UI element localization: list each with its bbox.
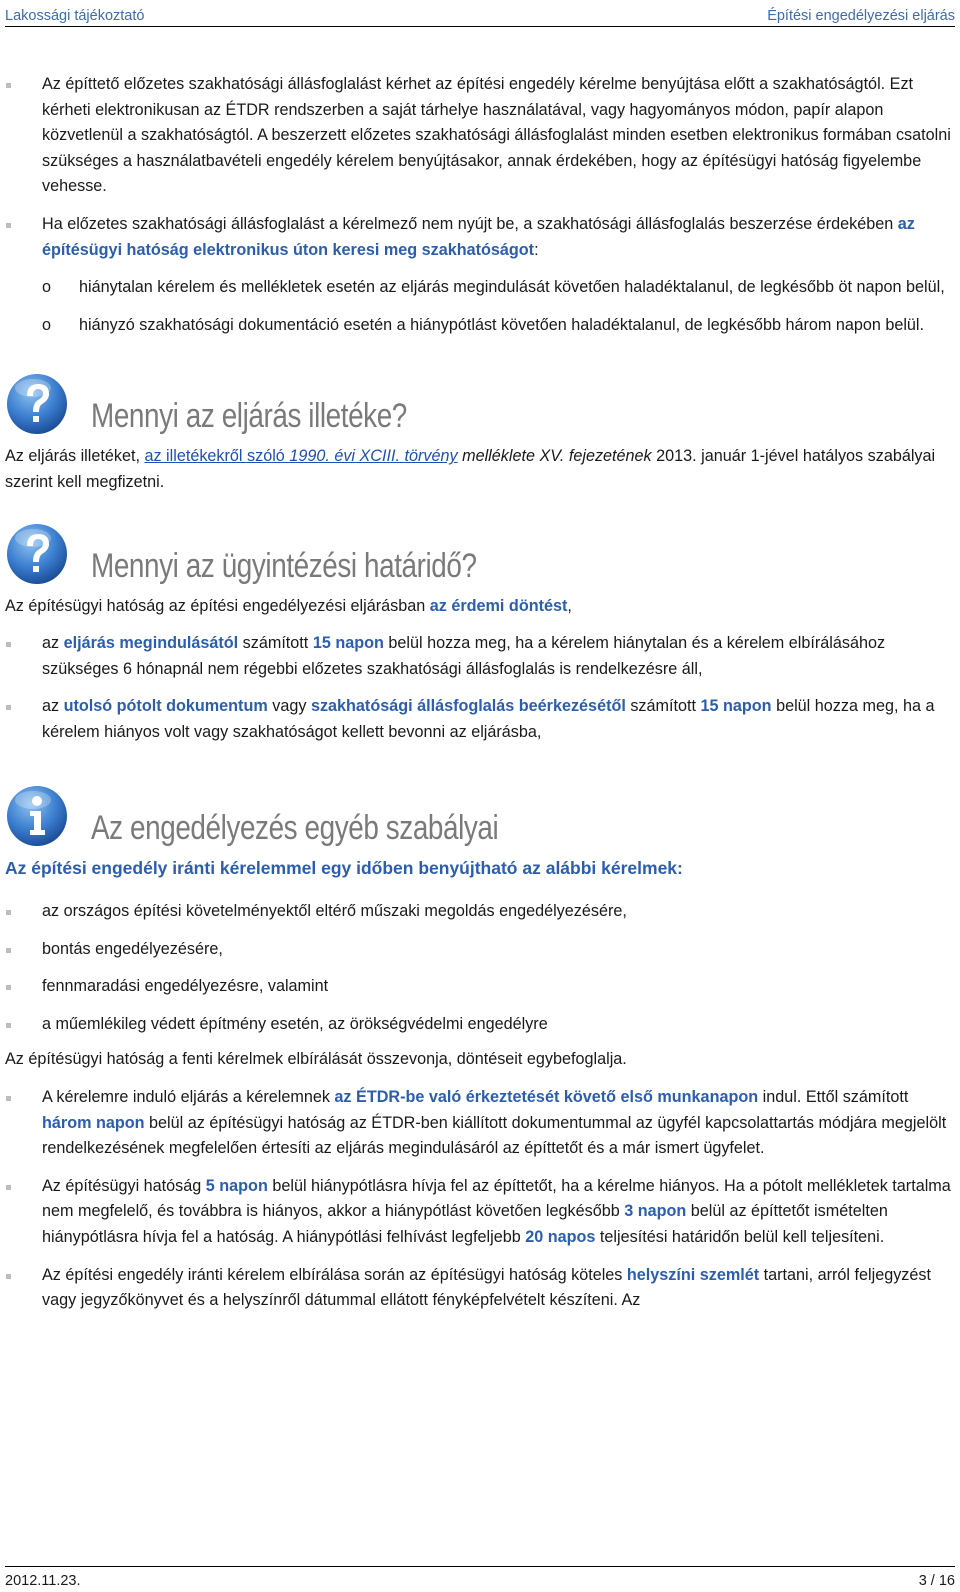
question-icon [5,522,69,586]
highlight: az építésügyi hatóság elektronikus úton keresi meg szakhatóságot [42,214,915,259]
list-item: Az építésügyi hatóság 5 napon belül hiánypótlásra hívja fel az építtetőt, ha a kérelme hiányos. Ha a pótolt mellékletek tartalma nem megfelelő, és továbbra is hiányos, akkor a hiánypótlást követően legkésőbb 3 napon belül az építtetőt ismételten hiánypótlásra hívja fel a hatóság. A hiánypótlási felhívást legfeljebb 20 napos teljesítési határidőn belül kell teljesíteni. [5,1174,952,1251]
intro-list [5,72,952,338]
document-body [5,72,952,1326]
list-item: fennmaradási engedélyezésre, valamint [5,974,952,1000]
info-icon [5,784,69,848]
fee-paragraph: Az eljárás illetéket, az illetékekről szóló 1990. évi XCIII. törvény melléklete XV. fejezetének 2013. január 1-jével hatályos szabályai szerint kell megfizetni. [5,447,936,491]
requests-list [5,899,952,1037]
list-item: az országos építési követelményektől eltérő műszaki megoldás engedélyezésére, [5,899,952,925]
list-item: bontás engedélyezésére, [5,937,952,963]
section-heading-fee [5,372,952,436]
list-item: Az építési engedély iránti kérelem elbírálása során az építésügyi hatóság köteles helyszíni szemlét tartani, arról feljegyzést vagy jegyzőkönyvet és a helyszínről dátummal ellátott fényképfelvételt készíteni. Az [5,1263,952,1314]
section-title: Mennyi az eljárás illetéke? [91,397,407,436]
section-heading-deadline [5,522,952,586]
deadline-paragraph: Az építésügyi hatóság az építési engedélyezési eljárásban az érdemi döntést, [5,596,572,615]
section-title: Az engedélyezés egyéb szabályai [91,808,499,847]
section-title: Mennyi az ügyintézési határidő? [91,546,477,585]
summary-paragraph: Az építésügyi hatóság a fenti kérelmek elbírálását összevonja, döntéseit egybefoglalja. [5,1050,627,1069]
rules-list [5,1085,952,1314]
list-item: az eljárás megindulásától számított 15 napon belül hozza meg, ha a kérelem hiánytalan és a kérelem elbírálásához szükséges 6 hónapnál nem régebbi előzetes szakhatósági állásfoglalás is rendelkezésre áll, [5,631,952,682]
page-footer [5,1566,955,1589]
header-right: Építési engedélyezési eljárás [767,8,955,24]
list-item: Az építtető előzetes szakhatósági állásfoglalást kérhet az építési engedély kérelme benyújtása előtt a szakhatóságtól. Ezt kérheti elektronikusan az ÉTDR rendszerben a saját tárhelye használatával, vagy hagyományos módon, papír alapon közvetlenül a szakhatóságtól. A beszerzett előzetes szakhatósági állásfoglalást minden esetben elektronikus formában csatolni szükséges a használatbavételi engedély kérelem benyújtásakor, annak érdekében, hogy az építésügyi hatóság figyelembe vehesse. [5,72,952,200]
page-header [5,0,955,27]
page-number: 3 / 16 [918,1573,955,1589]
header-left: Lakossági tájékoztató [5,8,145,24]
list-item: az utolsó pótolt dokumentum vagy szakhatósági állásfoglalás beérkezésétől számított 15 napon belül hozza meg, ha a kérelem hiányos volt vagy szakhatóságot kellett bevonni az eljárásba, [5,694,952,745]
sub-list-item: o hiánytalan kérelem és mellékletek esetén az eljárás megindulását követően haladéktalanul, de legkésőbb öt napon belül, [42,275,952,301]
law-link[interactable]: az illetékekről szóló 1990. évi XCIII. törvény [144,447,458,466]
sub-list [42,275,952,338]
list-item: Ha előzetes szakhatósági állásfoglalást a kérelmező nem nyújt be, a szakhatósági állásfoglalás beszerzése érdekében az építésügyi hatóság elektronikus úton keresi meg szakhatóságot: o hiánytalan kérelem és mellékletek esetén az eljárás megindulását követően haladéktalanul, de legkésőbb öt napon belül, o hiányzó szakhatósági dokumentáció esetén a hiánypótlást követően haladéktalanul, de legkésőbb három napon belül. [5,212,952,338]
question-icon [5,372,69,436]
list-item: a műemlékileg védett építmény esetén, az örökségvédelmi engedélyre [5,1012,952,1038]
footer-date: 2012.11.23. [5,1573,81,1589]
deadline-list [5,631,952,745]
sub-list-item: o hiányzó szakhatósági dokumentáció esetén a hiánypótlást követően haladéktalanul, de legkésőbb három napon belül. [42,313,952,339]
section-heading-rules [5,784,952,848]
list-item: A kérelemre induló eljárás a kérelemnek az ÉTDR-be való érkeztetését követő első munkanapon indul. Ettől számított három napon belül az építésügyi hatóság az ÉTDR-ben kiállított dokumentummal az ügyfél kapcsolattartás módjára megjelölt rendelkezésének megfelelően értesíti az eljárás megindulásáról az építtetőt és a már ismert ügyfelet. [5,1085,952,1162]
requests-heading: Az építési engedély iránti kérelemmel egy időben benyújtható az alábbi kérelmek: [5,857,683,878]
